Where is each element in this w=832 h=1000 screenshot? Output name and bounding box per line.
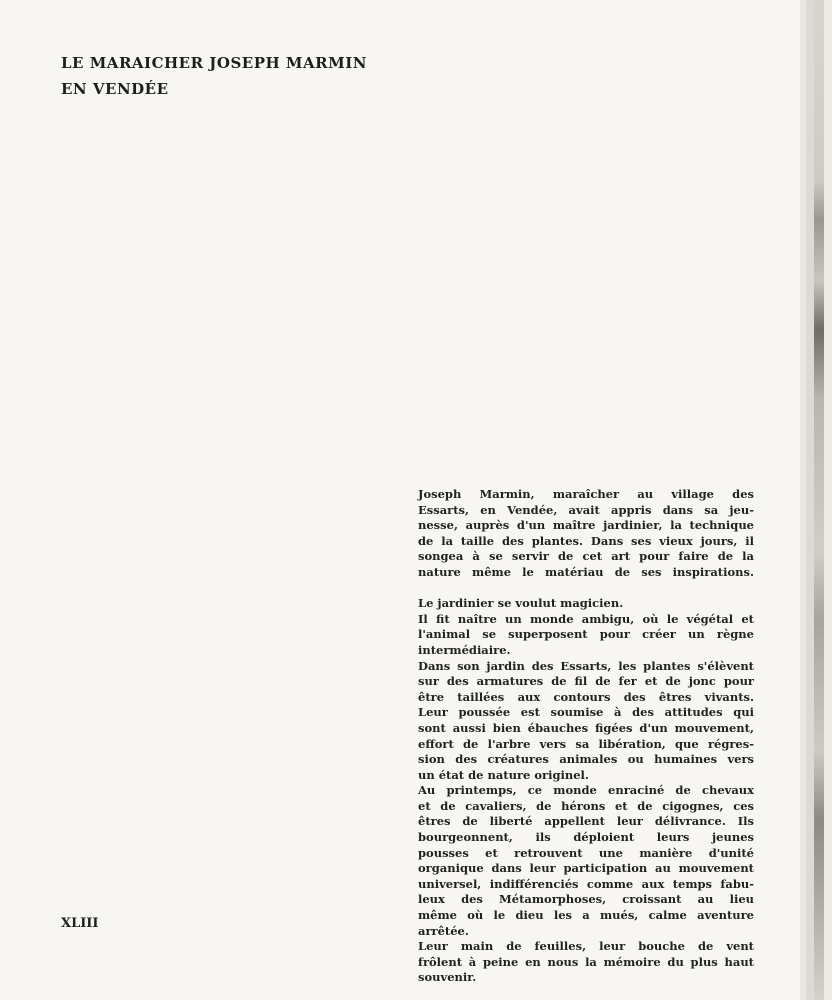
page-edge: [824, 0, 832, 1000]
text-line: effort de l'arbre vers sa libération, que régres-: [418, 736, 754, 751]
text-line: sont aussi bien ébauches figées d'un mouvement,: [418, 720, 754, 735]
text-line: Dans son jardin des Essarts, les plantes s'élèvent: [418, 658, 754, 673]
text-line: êtres de liberté appellent leur délivrance. Ils: [418, 814, 754, 829]
text-line: et de cavaliers, de hérons et de cigognes, ces: [418, 798, 754, 813]
paragraph-gap: [418, 581, 754, 597]
page-number: XLIII: [61, 916, 99, 931]
text-line: pousses et retrouvent une manière d'unité: [418, 845, 754, 860]
text-line: de la taille des plantes. Dans ses vieux jours, il: [418, 533, 754, 548]
text-line: leux des Métamorphoses, croissant au lieu: [418, 892, 754, 907]
title-line: EN VENDÉE: [61, 80, 169, 98]
title-line: LE MARAICHER JOSEPH MARMIN: [61, 54, 367, 72]
text-line: Essarts, en Vendée, avait appris dans sa jeu-: [418, 502, 754, 517]
text-line: Leur poussée est soumise à des attitudes qui: [418, 705, 754, 720]
text-line: organique dans leur participation au mouvement: [418, 861, 754, 876]
text-line: même où le dieu les a mués, calme aventure: [418, 908, 754, 923]
text-line: souvenir.: [418, 970, 477, 985]
page-title: [61, 50, 367, 102]
text-line: intermédiaire.: [418, 642, 511, 657]
text-line: sion des créatures animales ou humaines vers: [418, 752, 754, 767]
text-line: sur des armatures de fil de fer et de jonc pour: [418, 674, 754, 689]
page-edge: [806, 0, 814, 1000]
text-line: frôlent à peine en nous la mémoire du plus haut: [418, 954, 754, 969]
text-line: Au printemps, ce monde enraciné de chevaux: [418, 783, 754, 798]
text-line: un état de nature originel.: [418, 767, 589, 782]
body-text: [418, 487, 754, 986]
text-line: Le jardinier se voulut magicien.: [418, 596, 624, 611]
text-line: nature même le matériau de ses inspirations.: [418, 564, 754, 579]
text-line: arrêtée.: [418, 923, 469, 938]
page-edge-photo: [814, 0, 824, 1000]
text-line: nesse, auprès d'un maître jardinier, la technique: [418, 518, 754, 533]
text-line: l'animal se superposent pour créer un règne: [418, 627, 754, 642]
text-line: Joseph Marmin, maraîcher au village des: [418, 487, 754, 501]
text-line: bourgeonnent, ils déploient leurs jeunes: [418, 830, 754, 845]
text-line: universel, indifférenciés comme aux temps fabu-: [418, 876, 754, 891]
text-line: songea à se servir de cet art pour faire de la: [418, 549, 754, 564]
text-line: Il fit naître un monde ambigu, où le végétal et: [418, 611, 754, 626]
text-line: Leur main de feuilles, leur bouche de vent: [418, 939, 754, 954]
text-line: être taillées aux contours des êtres vivants.: [418, 689, 754, 704]
